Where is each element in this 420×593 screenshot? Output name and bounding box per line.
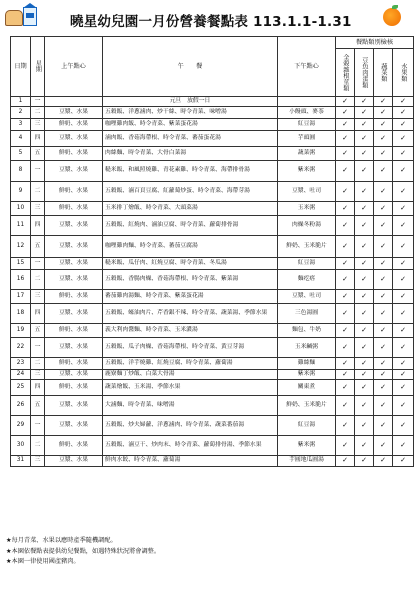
cell-date: 26 [11, 395, 31, 415]
cell-weekday: 二 [31, 269, 45, 289]
cell-check: ✓ [336, 357, 355, 369]
cell-date: 4 [11, 130, 31, 146]
cell-date: 31 [11, 455, 31, 466]
cell-afternoon-snack: 豆漿、吐司 [278, 289, 336, 303]
cell-check: ✓ [355, 369, 374, 379]
table-row [11, 269, 414, 289]
cell-afternoon-snack: 小饅頭、麥茶 [278, 106, 336, 118]
cell-check: ✓ [393, 357, 414, 369]
cell-afternoon-snack: 紫米粥 [278, 369, 336, 379]
cell-check: ✓ [374, 323, 393, 337]
cell-check: ✓ [374, 269, 393, 289]
cell-weekday: 二 [31, 357, 45, 369]
cell-check: ✓ [336, 215, 355, 235]
table-row [11, 415, 414, 435]
cell-check: ✓ [374, 235, 393, 257]
header-group-protein: 豆魚肉蛋類 [355, 49, 374, 97]
cell-check: ✓ [355, 235, 374, 257]
cell-check: ✓ [355, 357, 374, 369]
table-row [11, 379, 414, 395]
cell-afternoon-snack: 紫米粥 [278, 160, 336, 181]
cell-afternoon-snack: 豆漿、吐司 [278, 181, 336, 201]
cell-morning-snack: 鮮奶、水果 [45, 118, 103, 130]
cell-check: ✓ [374, 118, 393, 130]
cell-lunch: 玉米排丁燴飯、時令青菜、大頭菜湯 [103, 201, 278, 215]
cell-lunch: 鮮肉水餃、時令青菜、蘿蔔湯 [103, 455, 278, 466]
cell-lunch: 糙米飯、瓜仔肉、紅燒豆腐、時令青菜、冬瓜湯 [103, 257, 278, 269]
cell-check: ✓ [336, 235, 355, 257]
cell-date: 9 [11, 181, 31, 201]
cell-check: ✓ [393, 106, 414, 118]
table-row [11, 201, 414, 215]
cell-check: ✓ [336, 181, 355, 201]
cell-holiday: 元旦 放假一日 [103, 97, 278, 107]
cell-check: ✓ [374, 357, 393, 369]
cell-morning-snack: 豆漿、水果 [45, 106, 103, 118]
table-row [11, 435, 414, 455]
cell-check: ✓ [336, 415, 355, 435]
cell-date: 2 [11, 106, 31, 118]
cell-check: ✓ [393, 118, 414, 130]
cell-lunch: 五穀飯、瓜子肉燥、香菇海帶根、時令青菜、黃豆芽湯 [103, 337, 278, 357]
cell-lunch: 滷肉飯、香菇海帶根、時令青菜、蕃茄蛋花湯 [103, 130, 278, 146]
note-line: ★本園依餐點表提供幼兒餐點，如遇特殊狀況將會調整。 [6, 547, 161, 555]
cell-afternoon-snack: 麵疙瘩 [278, 269, 336, 289]
cell-check: ✓ [393, 235, 414, 257]
cell-date: 10 [11, 201, 31, 215]
table-row [11, 257, 414, 269]
cell-check: ✓ [355, 337, 374, 357]
cell-date: 5 [11, 146, 31, 160]
cell-check: ✓ [374, 415, 393, 435]
cell-check: ✓ [355, 160, 374, 181]
cell-check: ✓ [355, 323, 374, 337]
cell-check: ✓ [355, 106, 374, 118]
cell-afternoon-snack: 肉燥冬粉湯 [278, 215, 336, 235]
cell-check: ✓ [393, 160, 414, 181]
menu-table-body [11, 97, 414, 467]
cell-check: ✓ [393, 435, 414, 455]
cell-lunch: 五穀飯、紅燒肉、滷油豆腐、時令青菜、蘿蔔排骨湯 [103, 215, 278, 235]
cell-weekday: 三 [31, 289, 45, 303]
cell-check: ✓ [336, 369, 355, 379]
cell-afternoon-snack: 芋頭圓 [278, 130, 336, 146]
cell-weekday: 一 [31, 97, 45, 107]
cell-lunch: 義大利肉醬麵、時令青菜、玉米濃湯 [103, 323, 278, 337]
bread-icon [5, 10, 23, 26]
cell-date: 17 [11, 289, 31, 303]
cell-check: ✓ [336, 130, 355, 146]
cell-check: ✓ [393, 257, 414, 269]
cell-morning-snack: 豆漿、水果 [45, 130, 103, 146]
note-line: ★本園一律使用國產豬肉。 [6, 558, 80, 565]
cell-check: ✓ [374, 337, 393, 357]
cell-lunch: 蕃茄雞肉湯麵、時令青菜、紫菜蛋花湯 [103, 289, 278, 303]
cell-afternoon-snack: 紅豆湯 [278, 257, 336, 269]
cell-morning-snack [45, 97, 103, 107]
cell-check: ✓ [374, 106, 393, 118]
cell-check: ✓ [393, 395, 414, 415]
cell-check: ✓ [374, 181, 393, 201]
cell-morning-snack: 豆漿、水果 [45, 369, 103, 379]
cell-weekday: 一 [31, 160, 45, 181]
cell-weekday: 四 [31, 215, 45, 235]
page-title: 曉星幼兒園一月份營養餐點表 113.1.1-1.31 [70, 14, 352, 30]
cell-check: ✓ [393, 146, 414, 160]
cell-check: ✓ [393, 201, 414, 215]
cell-check: ✓ [374, 97, 393, 107]
cell-afternoon-snack: 鮮奶、玉米脆片 [278, 395, 336, 415]
header-date: 日期 [11, 37, 31, 97]
cell-weekday: 二 [31, 181, 45, 201]
table-row [11, 215, 414, 235]
cell-check: ✓ [393, 323, 414, 337]
orange-fruit-icon [383, 8, 401, 26]
cell-check: ✓ [336, 106, 355, 118]
cell-lunch: 五穀飯、洋芋燒雞、紅燒豆腐、時令青菜、蘿蔔湯 [103, 357, 278, 369]
cell-check: ✓ [393, 97, 414, 107]
cell-check: ✓ [336, 379, 355, 395]
table-row [11, 323, 414, 337]
cell-check: ✓ [336, 269, 355, 289]
cell-weekday: 一 [31, 257, 45, 269]
cell-morning-snack: 鮮奶、水果 [45, 323, 103, 337]
cell-check: ✓ [355, 415, 374, 435]
cell-lunch: 大滷麵、時令青菜、味噌湯 [103, 395, 278, 415]
cell-weekday: 四 [31, 130, 45, 146]
cell-check: ✓ [374, 379, 393, 395]
cell-check: ✓ [393, 415, 414, 435]
cell-lunch: 五穀飯、蠔油肉片、芹香銀不辣、時令青菜、蔬菜湯、季節水果 [103, 303, 278, 323]
cell-check: ✓ [355, 181, 374, 201]
cell-date: 16 [11, 269, 31, 289]
cell-check: ✓ [336, 303, 355, 323]
cell-check: ✓ [355, 289, 374, 303]
cell-date: 12 [11, 235, 31, 257]
cell-lunch: 蔬菜燴飯、玉米湯、季節水果 [103, 379, 278, 395]
cell-check: ✓ [355, 215, 374, 235]
cell-check: ✓ [393, 181, 414, 201]
cell-morning-snack: 豆漿、水果 [45, 257, 103, 269]
cell-check: ✓ [355, 435, 374, 455]
orange-leaf-icon [392, 5, 398, 9]
cell-check: ✓ [336, 395, 355, 415]
cell-check: ✓ [336, 323, 355, 337]
cell-afternoon-snack: 麵包、牛奶 [278, 323, 336, 337]
cell-check: ✓ [393, 269, 414, 289]
table-row [11, 455, 414, 466]
cell-check: ✓ [355, 257, 374, 269]
cell-check: ✓ [355, 130, 374, 146]
cell-check: ✓ [355, 201, 374, 215]
cell-check: ✓ [355, 395, 374, 415]
cell-afternoon-snack: 芋圓地瓜圓湯 [278, 455, 336, 466]
cell-morning-snack: 豆漿、水果 [45, 160, 103, 181]
header-morning-snack: 上午點心 [45, 37, 103, 97]
cell-weekday: 五 [31, 235, 45, 257]
note-line: ★每月青菜、水果以應時產季隨機調配。 [6, 537, 117, 544]
cell-weekday: 五 [31, 146, 45, 160]
cell-check: ✓ [355, 97, 374, 107]
table-row [11, 369, 414, 379]
cell-check: ✓ [355, 379, 374, 395]
cell-morning-snack: 鮮奶、水果 [45, 181, 103, 201]
cell-date: 19 [11, 323, 31, 337]
cell-check: ✓ [374, 201, 393, 215]
cell-weekday: 一 [31, 415, 45, 435]
cell-check: ✓ [336, 435, 355, 455]
cell-date: 3 [11, 118, 31, 130]
cell-date: 1 [11, 97, 31, 107]
cell-check: ✓ [374, 303, 393, 323]
header-food-group-check: 餐點類別檢核 [336, 37, 414, 49]
cell-afternoon-snack: 蔬菜粥 [278, 146, 336, 160]
cell-weekday: 五 [31, 395, 45, 415]
cell-lunch: 五穀飯、洋蔥滷肉、炒干絲、時令青菜、味噌湯 [103, 106, 278, 118]
cell-date: 11 [11, 215, 31, 235]
table-row [11, 146, 414, 160]
table-row [11, 303, 414, 323]
cell-afternoon-snack: 玉米鹹粥 [278, 337, 336, 357]
table-row [11, 106, 414, 118]
cell-check: ✓ [355, 118, 374, 130]
table-row [11, 395, 414, 415]
cell-check: ✓ [355, 146, 374, 160]
cell-date: 25 [11, 379, 31, 395]
cell-morning-snack: 豆漿、水果 [45, 395, 103, 415]
cell-afternoon-snack: 紅豆湯 [278, 118, 336, 130]
cell-weekday: 一 [31, 337, 45, 357]
cell-check: ✓ [393, 289, 414, 303]
cell-afternoon-snack: 紅豆湯 [278, 415, 336, 435]
cell-morning-snack: 鮮奶、水果 [45, 289, 103, 303]
cell-check: ✓ [374, 215, 393, 235]
cell-date: 8 [11, 160, 31, 181]
cell-check: ✓ [374, 130, 393, 146]
table-row [11, 97, 414, 107]
cell-lunch: 肉絲麵、時令青菜、大骨白菜湯 [103, 146, 278, 160]
notes [6, 536, 160, 568]
cell-check: ✓ [355, 455, 374, 466]
header-group-grains: 全穀雜根莖類 [336, 49, 355, 97]
cell-morning-snack: 鮮奶、水果 [45, 435, 103, 455]
header-weekday: 星期 [31, 37, 45, 97]
cell-weekday: 二 [31, 106, 45, 118]
cell-morning-snack: 豆漿、水果 [45, 455, 103, 466]
cell-date: 18 [11, 303, 31, 323]
table-row [11, 357, 414, 369]
cell-afternoon-snack: 玉米粥 [278, 201, 336, 215]
cell-afternoon-snack: 關東煮 [278, 379, 336, 395]
cell-morning-snack: 豆漿、水果 [45, 269, 103, 289]
cell-lunch: 五穀飯、香腸肉燥、香菇海帶根、時令青菜、紫菜湯 [103, 269, 278, 289]
cell-morning-snack: 豆漿、水果 [45, 303, 103, 323]
cell-check: ✓ [336, 118, 355, 130]
cell-morning-snack: 鮮奶、水果 [45, 357, 103, 369]
cell-date: 22 [11, 337, 31, 357]
cell-check: ✓ [374, 369, 393, 379]
header-afternoon-snack: 下午點心 [278, 37, 336, 97]
table-row [11, 118, 414, 130]
menu-table [10, 36, 414, 467]
cell-lunch: 五穀飯、炒夫婦蘿、洋蔥滷肉、時令青菜、蔬菜番茄湯 [103, 415, 278, 435]
cell-morning-snack: 鮮奶、水果 [45, 379, 103, 395]
cell-check: ✓ [393, 369, 414, 379]
cell-weekday: 二 [31, 435, 45, 455]
cell-lunch: 咖哩雞肉麵、時令青菜、蕃茄豆腐湯 [103, 235, 278, 257]
cell-check: ✓ [336, 289, 355, 303]
cell-check: ✓ [336, 146, 355, 160]
table-row [11, 160, 414, 181]
cell-morning-snack: 豆漿、水果 [45, 235, 103, 257]
cell-afternoon-snack: 紫米粥 [278, 435, 336, 455]
cell-check: ✓ [355, 269, 374, 289]
cell-weekday: 三 [31, 455, 45, 466]
cell-check: ✓ [374, 160, 393, 181]
cell-weekday: 三 [31, 201, 45, 215]
header-group-fruit: 水果類 [393, 49, 414, 97]
table-row [11, 337, 414, 357]
cell-morning-snack: 豆漿、水果 [45, 215, 103, 235]
cell-check: ✓ [393, 337, 414, 357]
cell-weekday: 四 [31, 303, 45, 323]
cell-morning-snack: 鮮奶、水果 [45, 201, 103, 215]
cell-weekday: 四 [31, 379, 45, 395]
header-lunch: 午 餐 [103, 37, 278, 97]
cell-check: ✓ [393, 130, 414, 146]
cell-weekday: 五 [31, 323, 45, 337]
cell-weekday: 三 [31, 369, 45, 379]
cell-morning-snack: 鮮奶、水果 [45, 146, 103, 160]
cell-date: 15 [11, 257, 31, 269]
cell-weekday: 三 [31, 118, 45, 130]
cell-check: ✓ [336, 97, 355, 107]
cell-lunch: 五穀飯、滷豆干、炒肉末、時令青菜、蘿蔔排骨湯、季節水果 [103, 435, 278, 455]
cell-check: ✓ [374, 395, 393, 415]
cell-check: ✓ [374, 257, 393, 269]
cell-afternoon-snack: 鮮奶、玉米脆片 [278, 235, 336, 257]
cell-lunch: 鹿寮麵丁炒飯、白菜大骨湯 [103, 369, 278, 379]
cell-check: ✓ [393, 455, 414, 466]
cell-check: ✓ [374, 289, 393, 303]
cell-check: ✓ [336, 160, 355, 181]
cell-date: 23 [11, 357, 31, 369]
page-header [0, 0, 420, 40]
cell-check: ✓ [393, 215, 414, 235]
cell-afternoon-snack [278, 97, 336, 107]
cell-afternoon-snack: 雞絲麵 [278, 357, 336, 369]
cell-check: ✓ [374, 146, 393, 160]
cell-lunch: 咖哩雞肉飯、時令青菜、紫菜蛋花湯 [103, 118, 278, 130]
cell-morning-snack: 豆漿、水果 [45, 415, 103, 435]
table-row [11, 235, 414, 257]
cell-morning-snack: 豆漿、水果 [45, 337, 103, 357]
milk-carton-icon [23, 7, 37, 26]
cell-date: 30 [11, 435, 31, 455]
table-row [11, 130, 414, 146]
cell-check: ✓ [393, 303, 414, 323]
cell-check: ✓ [336, 455, 355, 466]
cell-check: ✓ [374, 435, 393, 455]
cell-check: ✓ [336, 337, 355, 357]
cell-check: ✓ [393, 379, 414, 395]
cell-check: ✓ [374, 455, 393, 466]
table-row [11, 289, 414, 303]
header-group-vegetables: 蔬菜類 [374, 49, 393, 97]
cell-afternoon-snack: 三色湯圓 [278, 303, 336, 323]
cell-check: ✓ [355, 303, 374, 323]
cell-lunch: 五穀飯、滷百頁豆腐、紅蘿蔔炒蛋、時令青菜、海帶芽湯 [103, 181, 278, 201]
cell-check: ✓ [336, 201, 355, 215]
table-row [11, 181, 414, 201]
cell-lunch: 糙米飯、和風照燒雞、青花素雞、時令青菜、海帶排骨湯 [103, 160, 278, 181]
cell-date: 24 [11, 369, 31, 379]
cell-check: ✓ [336, 257, 355, 269]
cell-date: 29 [11, 415, 31, 435]
